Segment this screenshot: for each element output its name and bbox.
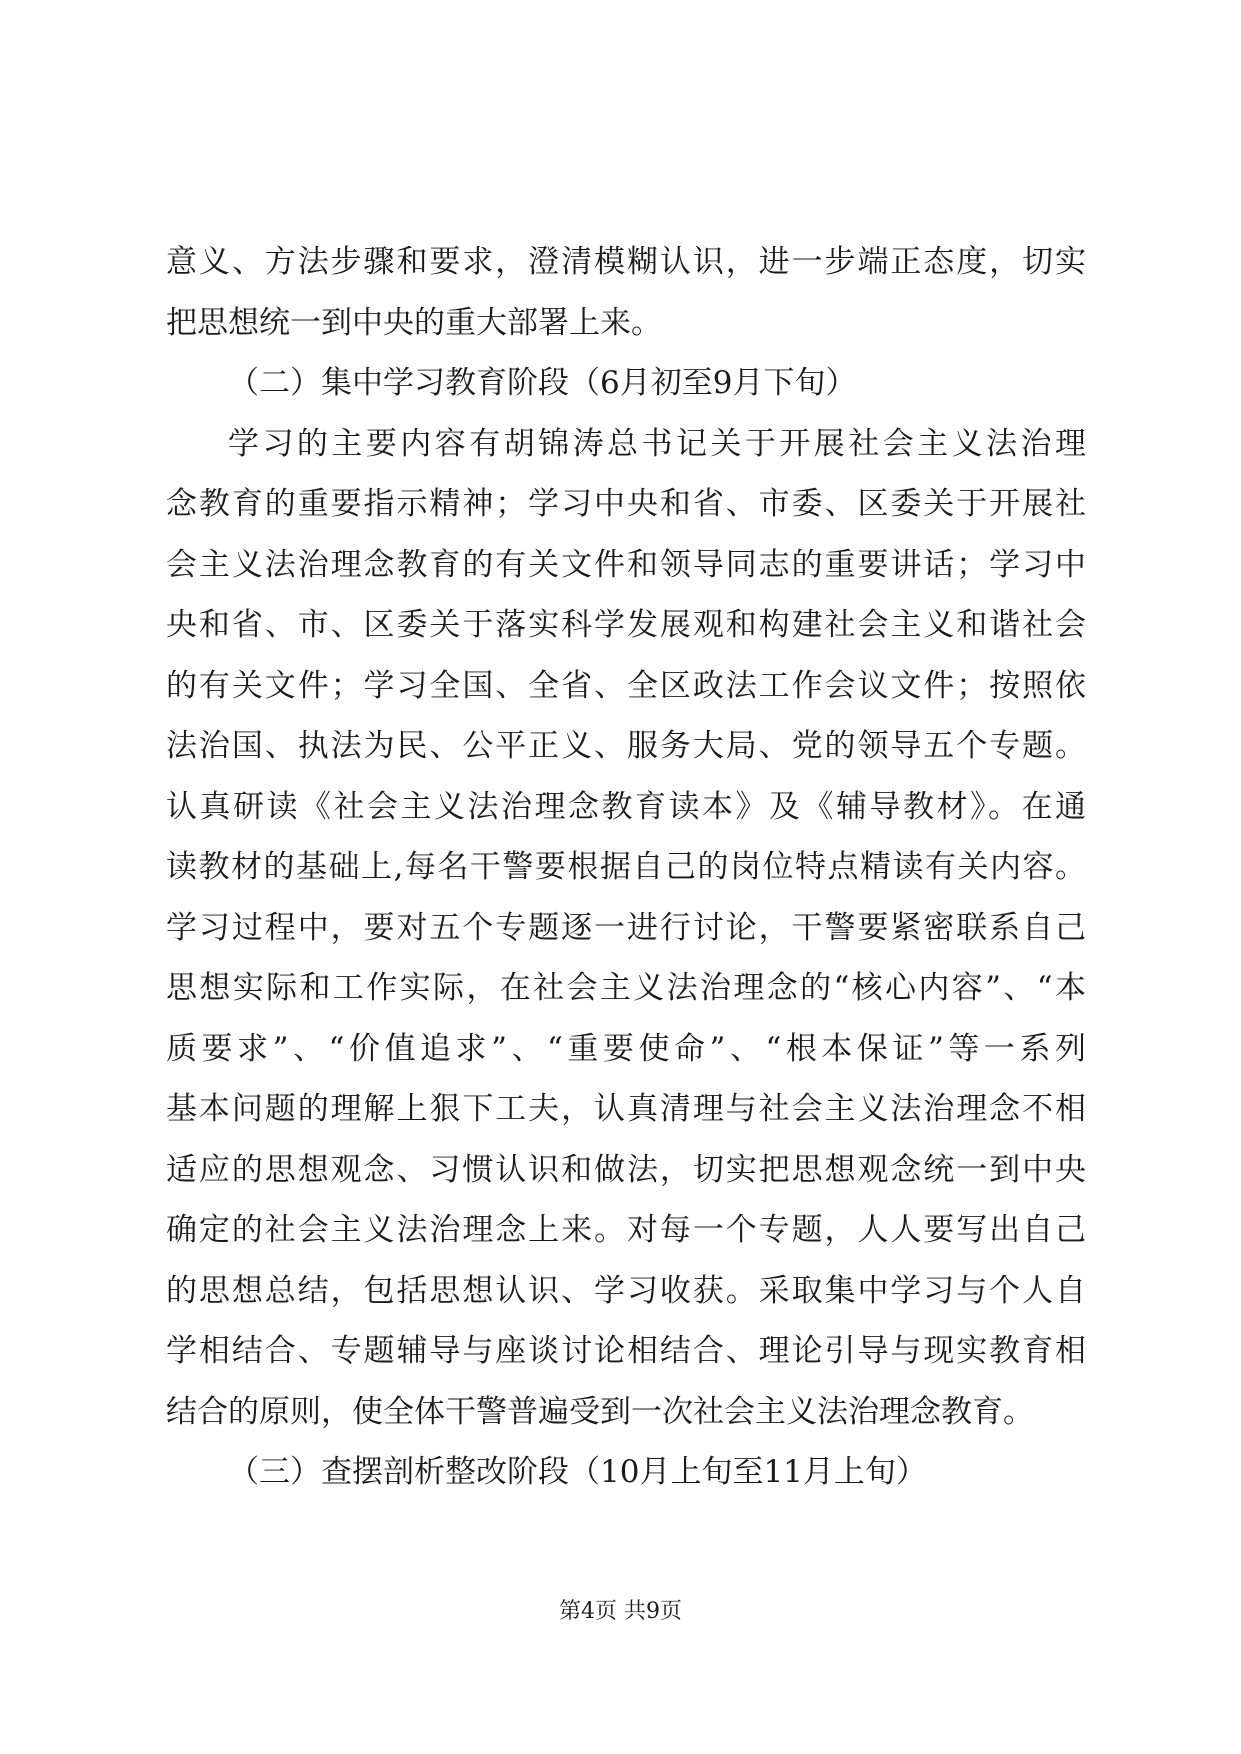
section-heading: （二）集中学习教育阶段（6月初至9月下旬）: [228, 365, 857, 401]
text-line: 结合的原则，使全体干警普遍受到一次社会主义法治理念教育。: [166, 1393, 1034, 1430]
text-line: 质要求”、“价值追求”、“重要使命”、“根本保证”等一系列: [166, 1030, 1086, 1067]
body-text: [166, 232, 1086, 1503]
text-line: 认真研读《社会主义法治理念教育读本》及《辅导教材》。在通: [166, 788, 1086, 825]
paragraph-first-line: 学习的主要内容有胡锦涛总书记关于开展社会主义法治理: [228, 425, 1086, 462]
text-line: 把思想统一到中央的重大部署上来。: [166, 304, 662, 341]
text-line: 基本问题的理解上狠下工夫，认真清理与社会主义法治理念不相: [166, 1091, 1086, 1127]
text-line: 读教材的基础上,每名干警要根据自己的岗位特点精读有关内容。: [166, 849, 1086, 885]
text-line: 的有关文件；学习全国、全省、全区政法工作会议文件；按照依: [166, 667, 1086, 704]
text-line: 学习过程中，要对五个专题逐一进行讨论，干警要紧密联系自己: [166, 909, 1086, 946]
text-line: 会主义法治理念教育的有关文件和领导同志的重要讲话；学习中: [166, 546, 1086, 583]
text-line: 央和省、市、区委关于落实科学发展观和构建社会主义和谐社会: [166, 607, 1086, 643]
text-line: 法治国、执法为民、公平正义、服务大局、党的领导五个专题。: [166, 728, 1086, 764]
text-line: 确定的社会主义法治理念上来。对每一个专题，人人要写出自己: [166, 1212, 1086, 1248]
text-line: 念教育的重要指示精神；学习中央和省、市委、区委关于开展社: [166, 486, 1086, 522]
section-heading: （三）查摆剖析整改阶段（10月上旬至11月上旬）: [228, 1454, 927, 1490]
text-line: 学相结合、专题辅导与座谈讨论相结合、理论引导与现实教育相: [166, 1333, 1086, 1369]
text-line: 思想实际和工作实际，在社会主义法治理念的“核心内容”、“本: [166, 970, 1086, 1006]
text-line: 意义、方法步骤和要求，澄清模糊认识，进一步端正态度，切实: [166, 244, 1086, 280]
text-line: 适应的思想观念、习惯认识和做法，切实把思想观念统一到中央: [166, 1151, 1086, 1188]
page-footer: 第4页 共9页: [559, 1599, 682, 1624]
text-line: 的思想总结，包括思想认识、学习收获。采取集中学习与个人自: [166, 1272, 1086, 1309]
